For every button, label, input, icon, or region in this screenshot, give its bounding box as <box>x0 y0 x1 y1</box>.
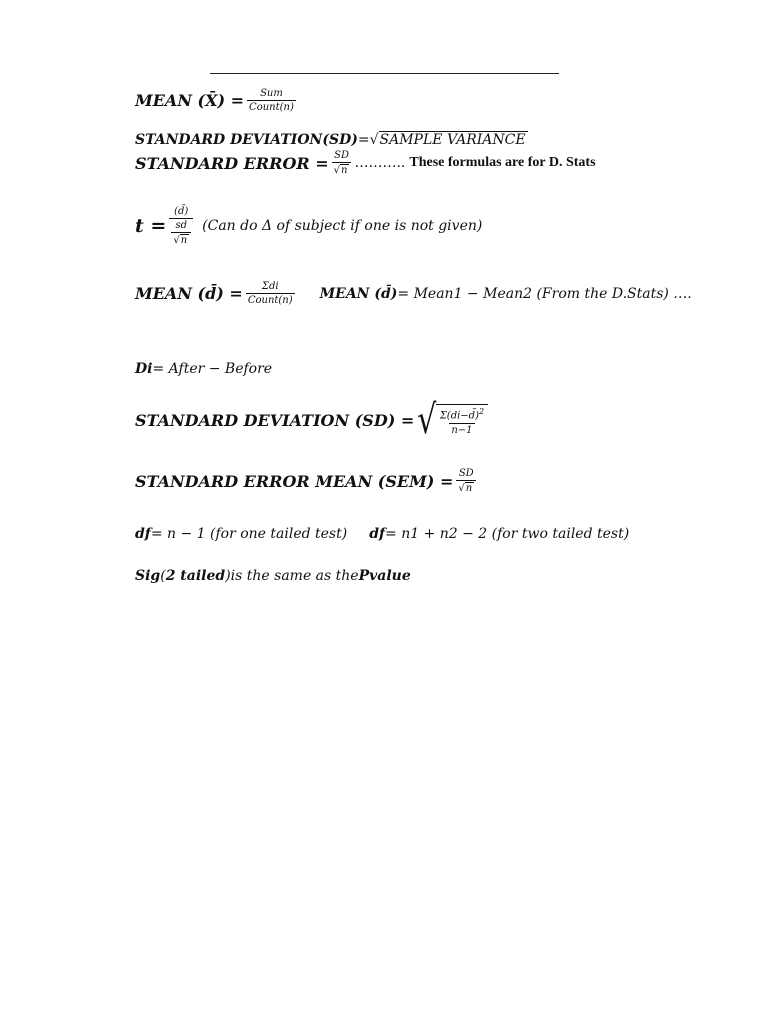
t-note: (Can do Δ of subject if one is not given) <box>202 218 483 234</box>
top-rule <box>210 73 559 74</box>
dstats-note: These formulas are for D. Stats <box>409 155 596 170</box>
di-label: Di <box>135 361 153 377</box>
formula-df <box>135 526 629 542</box>
formula-mean <box>135 88 299 113</box>
sd-paired-numerator: Σ(di−d̄)$^2$ <box>439 407 485 422</box>
sem-denominator: √n <box>456 480 476 494</box>
df-label: df <box>135 526 151 542</box>
t-numerator: (d̄) <box>174 206 189 217</box>
mean-d-label: MEAN (d̄) = <box>135 284 243 303</box>
sqrt-symbol: √ <box>173 235 180 246</box>
t-denominator <box>169 218 193 246</box>
mean-d-label-2: MEAN (d̄) <box>319 285 398 302</box>
formula-mean-d <box>135 281 692 306</box>
sqrt-symbol: √ <box>417 397 437 443</box>
mean-numerator: Sum <box>260 88 283 99</box>
mean-fraction <box>247 88 296 113</box>
sqrt-symbol: √ <box>333 165 341 176</box>
formula-standard-error <box>135 150 596 176</box>
formula-sem <box>135 468 479 494</box>
se-dots: ……….. <box>354 155 406 171</box>
di-rhs: = After − Before <box>152 361 273 377</box>
se-label: STANDARD ERROR = <box>135 153 329 173</box>
sd-radicand: SAMPLE VARIANCE <box>379 132 526 148</box>
sem-fraction <box>456 468 476 494</box>
mean-d-numerator: Σdi <box>261 281 279 292</box>
sd-equals: = <box>357 131 370 148</box>
se-denominator: √n <box>332 162 352 176</box>
formula-sig: Sig ( 2 tailed )is the same as the Pvalue <box>135 568 411 584</box>
sd-paired-radicand <box>436 404 488 435</box>
pvalue-label: Pvalue <box>358 568 411 584</box>
t-inner-fraction <box>171 220 191 246</box>
formula-standard-deviation <box>135 131 528 148</box>
sig-label: Sig <box>135 568 161 584</box>
t-inner-denominator: √n <box>171 232 191 246</box>
sd-paired-denominator: n−1 <box>451 424 473 436</box>
se-fraction <box>332 150 352 176</box>
sd-paired-label: STANDARD DEVIATION (SD) = <box>135 410 415 430</box>
df-two-tailed: = n1 + n2 − 2 (for two tailed test) <box>385 526 630 542</box>
mean-d-rhs-2: = Mean1 − Mean2 (From the D.Stats) …. <box>397 285 692 302</box>
se-numerator: SD <box>334 150 349 161</box>
t-inner-numerator: sd <box>175 220 187 231</box>
mean-d-denominator: Count(n) <box>247 295 293 306</box>
mean-denominator: Count(n) <box>249 102 294 113</box>
formula-t <box>135 206 482 246</box>
mean-d-fraction <box>246 281 295 306</box>
two-tailed-label: 2 tailed <box>165 568 226 584</box>
formula-di <box>135 361 272 377</box>
sqrt-symbol: √ <box>458 483 465 494</box>
sem-numerator: SD <box>458 468 474 479</box>
mean-label: MEAN (X̄) = <box>135 91 245 110</box>
sig-text: )is the same as the <box>225 568 359 584</box>
sd-label: STANDARD DEVIATION(SD) <box>135 131 358 148</box>
sem-label: STANDARD ERROR MEAN (SEM) = <box>135 471 454 491</box>
formula-sd-paired <box>135 397 488 443</box>
sd-paired-fraction <box>438 407 486 435</box>
sqrt-symbol: √ <box>369 131 379 148</box>
t-fraction <box>169 206 193 246</box>
df-label-2: df <box>369 526 386 542</box>
t-label: t = <box>135 215 167 237</box>
df-one-tailed: = n − 1 (for one tailed test) <box>150 526 348 542</box>
